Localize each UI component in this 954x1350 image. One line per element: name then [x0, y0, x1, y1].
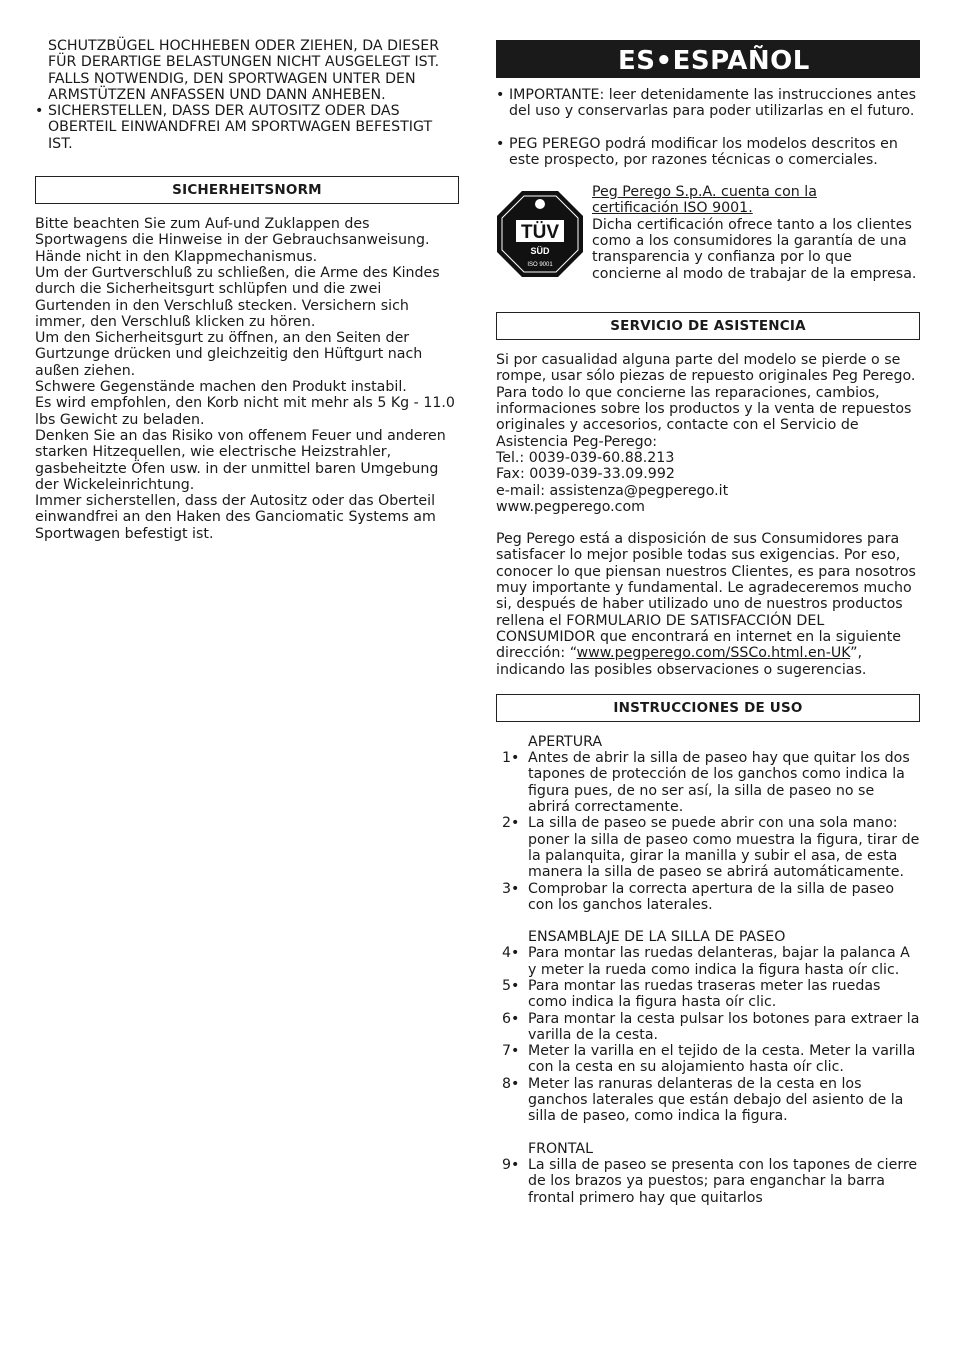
item-text: Para montar la cesta pulsar los botones para extraer la varilla de la cesta.	[528, 1010, 920, 1043]
intro-bullet-text: PEG PEREGO podrá modificar los modelos descritos en este prospecto, por razones técnicas o comerciales.	[509, 135, 898, 168]
safety-paragraph: Um der Gurtverschluß zu schließen, die Arme des Kindes durch die Sicherheitsgurt schlüpfen und die zwei Gurtenden in den Verschluß stecken. Versichern sich immer, den Verschluß klicken zu hören.	[35, 264, 440, 330]
item-number: 1•	[502, 750, 520, 767]
certification-description: Dicha certificación ofrece tanto a los clientes como a los consumidores la garantía de una transparencia y confianza por lo que concierne al modo de trabajar de la empresa.	[592, 216, 917, 282]
service-text: Si por casualidad alguna parte del modelo se pierde o se rompe, usar sólo piezas de repuesto originales Peg Perego. Para todo lo que concierne las reparaciones, cambios, informaciones sobre los productos y la venta de repuestos originales y accesorios, contacte con el Servicio de Asistencia Peg-Perego:	[496, 352, 916, 450]
item-text: Para montar las ruedas delanteras, bajar la palanca A y meter la rueda como indica la figura hasta oír clic.	[528, 945, 910, 978]
instruction-item	[496, 978, 920, 1011]
item-number: 3•	[502, 880, 520, 897]
intro-bullet	[496, 136, 920, 169]
language-header: ES•ESPAÑOL	[496, 40, 920, 78]
subheading-ensamblaje: ENSAMBLAJE DE LA SILLA DE PASEO	[528, 929, 786, 946]
intro-bullet-text: IMPORTANTE: leer detenidamente las instrucciones antes del uso y conservarlas para poder utilizarlas en el futuro.	[509, 87, 916, 120]
bullet-dot: •	[496, 135, 505, 152]
section-title-sicherheitsnorm: SICHERHEITSNORM	[35, 176, 459, 204]
instruction-item	[496, 1157, 920, 1206]
item-number: 2•	[502, 815, 520, 832]
instruction-item	[496, 881, 920, 914]
service-fax: Fax: 0039-039-33.09.992	[496, 466, 675, 483]
left-column	[35, 38, 459, 542]
survey-end: indicando las posibles observaciones o sugerencias.	[496, 661, 867, 678]
item-number: 8•	[502, 1075, 520, 1092]
item-text: La silla de paseo se presenta con los tapones de cierre de los brazos ya puestos; para enganchar la barra frontal primero hay que quitarlos	[528, 1156, 918, 1206]
section-title-instrucciones: INSTRUCCIONES DE USO	[496, 694, 920, 722]
item-text: Meter las ranuras delanteras de la cesta en los ganchos laterales que están debajo del asiento de la silla de paseo, como indica la figura.	[528, 1075, 904, 1125]
bullet-dot: •	[496, 87, 505, 103]
service-block	[496, 352, 920, 515]
safety-paragraph: Denken Sie an das Risiko von offenem Feuer und anderen starken Hitzequellen, wie electrische Heizstrahler, gasbeheitzte Öfen usw. in der unmittel baren Umgebung der Wickeleinrichtung.	[35, 427, 446, 493]
safety-paragraph: Um den Sicherheitsgurt zu öffnen, an den Seiten der Gurtzunge drücken und gleichzeitig den Hüftgurt nach außen ziehen.	[35, 330, 423, 379]
bullet-dot: •	[35, 103, 44, 120]
service-email[interactable]: e-mail: assistenza@pegperego.it	[496, 482, 729, 499]
item-text: Meter la varilla en el tejido de la cesta. Meter la varilla con la cesta en su alojamiento hasta oír clic.	[528, 1043, 916, 1076]
safety-paragraph: Es wird empfohlen, den Korb nicht mit mehr als 5 Kg - 11.0 lbs Gewicht zu beladen.	[35, 395, 455, 428]
logo-iso-text: ISO 9001	[527, 262, 553, 269]
instruction-item	[496, 815, 920, 880]
subheading-apertura: APERTURA	[528, 733, 603, 750]
item-text: La silla de paseo se puede abrir con una sola mano: poner la silla de paseo como muestra la figura, tirar de la palanquita, girar la manilla y subir el asa, de esta manera la silla de paseo se abrirá automáticamente.	[528, 815, 920, 881]
item-number: 9•	[502, 1156, 520, 1173]
caps-warning-bullet	[35, 103, 459, 152]
item-number: 7•	[502, 1043, 520, 1060]
survey-link[interactable]: www.pegperego.com/SSCo.html.en-UK	[576, 645, 851, 662]
section-title-servicio: SERVICIO DE ASISTENCIA	[496, 312, 920, 340]
caps-warning-continued: SCHUTZBÜGEL HOCHHEBEN ODER ZIEHEN, DA DIESER FÜR DERARTIGE BELASTUNGEN NICHT AUSGELEGT IST. FALLS NOTWENDIG, DEN SPORTWAGEN UNTER DEN ARMSTÜTZEN ANFASSEN UND DANN ANHEBEN.	[48, 38, 440, 103]
instructions-list	[496, 734, 920, 1206]
instruction-item	[496, 1076, 920, 1125]
certification-block	[496, 184, 920, 300]
item-text: Comprobar la correcta apertura de la silla de paseo con los ganchos laterales.	[528, 880, 895, 913]
caps-warning-bullet-text: SICHERSTELLEN, DASS DER AUTOSITZ ODER DAS OBERTEIL EINWANDFREI AM SPORTWAGEN BEFESTIGT IST.	[48, 103, 433, 152]
instruction-item	[496, 945, 920, 978]
safety-paragraphs	[35, 216, 459, 542]
intro-bullet	[496, 87, 920, 120]
item-text: Antes de abrir la silla de paseo hay que quitar los dos tapones de protección de los ganchos como indica la figura pues, de no ser así, la silla de paseo no se abrirá correctamente.	[528, 750, 910, 816]
item-number: 4•	[502, 945, 520, 962]
survey-block	[496, 531, 920, 678]
item-text: Para montar las ruedas traseras meter las ruedas como indica la figura hasta oír clic.	[528, 977, 881, 1011]
safety-paragraph: Bitte beachten Sie zum Auf-und Zuklappen des Sportwagens die Hinweise in der Gebrauchsanweisung. Hände nicht in den Klappmechanismus.	[35, 216, 430, 265]
instruction-item	[496, 1043, 920, 1076]
tuv-sud-logo-icon	[496, 190, 584, 278]
certification-link[interactable]: certificación ISO 9001.	[592, 200, 753, 217]
safety-paragraph: Immer sicherstellen, dass der Autositz oder das Oberteil einwandfrei an den Haken des Ganciomatic Systems am Sportwagen befestigt ist.	[35, 493, 436, 542]
item-number: 5•	[502, 977, 520, 994]
item-number: 6•	[502, 1010, 520, 1027]
intro-bullets	[496, 87, 920, 168]
logo-main-text: TÜV	[521, 222, 559, 244]
service-web[interactable]: www.pegperego.com	[496, 498, 645, 515]
logo-sub-text: SÜD	[530, 246, 550, 257]
survey-text: Peg Perego está a disposición de sus Consumidores para satisfacer lo mejor posible todas sus exigencias. Por eso, conocer lo que piensan nuestros Clientes, es para nosotros muy importante y fundamental. Le agradeceremos mucho si, después de haber utilizado uno de nuestros productos rellena el FORMULARIO DE SATISFACCIÓN DEL CONSUMIDOR que encontrará en internet en la siguiente dirección: “www.pegperego.com/SSCo.html.en-UK”,	[496, 531, 916, 662]
service-tel: Tel.: 0039-039-60.88.213	[496, 449, 675, 466]
instruction-item	[496, 750, 920, 815]
certification-link[interactable]: Peg Perego S.p.A. cuenta con la	[592, 184, 817, 201]
subheading-frontal: FRONTAL	[528, 1140, 593, 1157]
certification-text	[592, 184, 922, 282]
instruction-item	[496, 1011, 920, 1044]
safety-paragraph: Schwere Gegenstände machen den Produkt instabil.	[35, 379, 407, 396]
right-column	[496, 40, 920, 1206]
